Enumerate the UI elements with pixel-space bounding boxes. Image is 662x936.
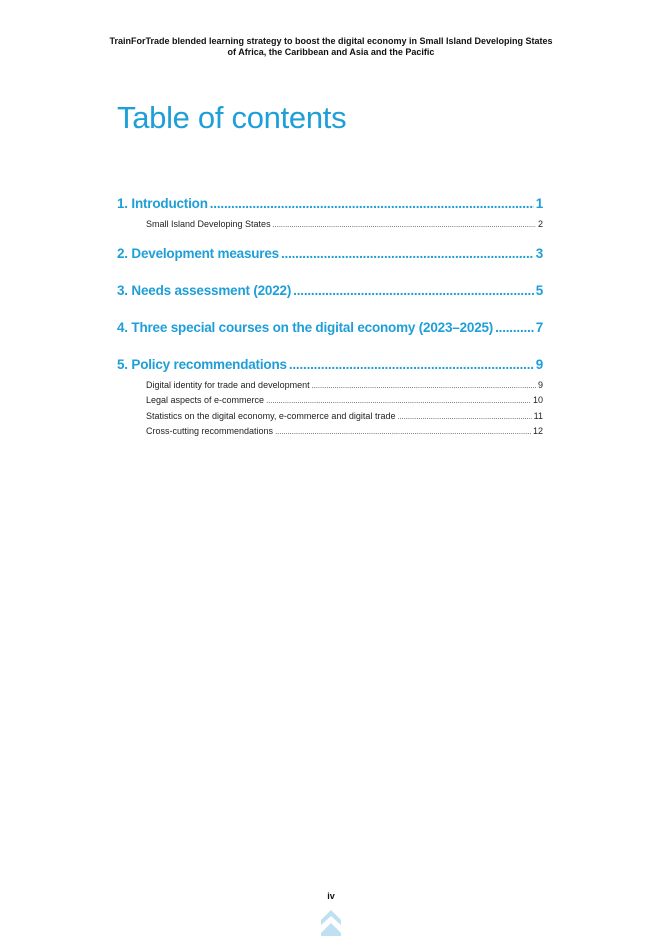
toc-entry-page: 10 bbox=[532, 395, 543, 405]
toc-entry-label: 3. Needs assessment (2022) bbox=[117, 282, 292, 298]
toc-entry-page: 1 bbox=[535, 196, 543, 211]
toc-entry-development-measures[interactable] bbox=[117, 245, 543, 263]
toc-entry-label: Small Island Developing States bbox=[146, 219, 271, 229]
toc-entry-page: 3 bbox=[535, 245, 543, 261]
toc-entry-page: 11 bbox=[533, 410, 543, 421]
toc-entry-page: 12 bbox=[532, 426, 543, 436]
toc-entry-statistics[interactable] bbox=[117, 409, 543, 425]
chevron-logo-icon bbox=[319, 908, 343, 936]
toc-entry-label: Digital identity for trade and development bbox=[146, 379, 310, 390]
dot-leader bbox=[312, 378, 536, 394]
toc-entry-needs-assessment[interactable] bbox=[117, 282, 543, 300]
toc-entry-label: Cross-cutting recommendations bbox=[146, 426, 274, 436]
toc-entry-page: 9 bbox=[537, 379, 543, 390]
header-line-1: TrainForTrade blended learning strategy to boost the digital economy in Small Island Developing States bbox=[109, 36, 553, 46]
dot-leader bbox=[289, 356, 534, 374]
toc-entry-introduction[interactable] bbox=[117, 195, 543, 213]
dot-leader bbox=[293, 282, 534, 300]
dot-leader bbox=[266, 393, 531, 409]
toc-entry-label: 2. Development measures bbox=[117, 245, 279, 261]
toc-entry-label: Statistics on the digital economy, e-commerce and digital trade bbox=[146, 410, 396, 421]
header-line-2: of Africa, the Caribbean and Asia and the Pacific bbox=[227, 47, 435, 57]
toc-entry-policy-recommendations[interactable] bbox=[117, 356, 543, 374]
dot-leader bbox=[281, 245, 534, 263]
toc-entry-label: Legal aspects of e-commerce bbox=[146, 395, 265, 405]
toc-entry-label: 1. Introduction bbox=[117, 196, 208, 211]
toc-entry-page: 9 bbox=[535, 356, 543, 372]
running-header bbox=[0, 36, 662, 58]
dot-leader bbox=[273, 217, 536, 233]
toc-entry-legal-aspects[interactable] bbox=[117, 393, 543, 409]
page-number: iv bbox=[327, 891, 335, 901]
dot-leader bbox=[397, 409, 531, 425]
toc-entry-three-special-courses[interactable] bbox=[117, 319, 543, 337]
dot-leader bbox=[495, 319, 534, 337]
table-of-contents bbox=[117, 195, 543, 440]
dot-leader bbox=[275, 424, 531, 440]
toc-entry-cross-cutting[interactable] bbox=[117, 424, 543, 440]
dot-leader bbox=[210, 195, 534, 213]
toc-entry-label: 5. Policy recommendations bbox=[117, 356, 287, 372]
page-title: Table of contents bbox=[117, 100, 347, 135]
toc-entry-page: 2 bbox=[537, 219, 543, 229]
toc-entry-label: 4. Three special courses on the digital economy (2023–2025) bbox=[117, 319, 494, 335]
toc-entry-digital-identity[interactable] bbox=[117, 378, 543, 394]
toc-entry-page: 5 bbox=[535, 282, 543, 298]
toc-entry-small-island-developing-states[interactable] bbox=[117, 217, 543, 233]
toc-entry-page: 7 bbox=[535, 319, 543, 335]
